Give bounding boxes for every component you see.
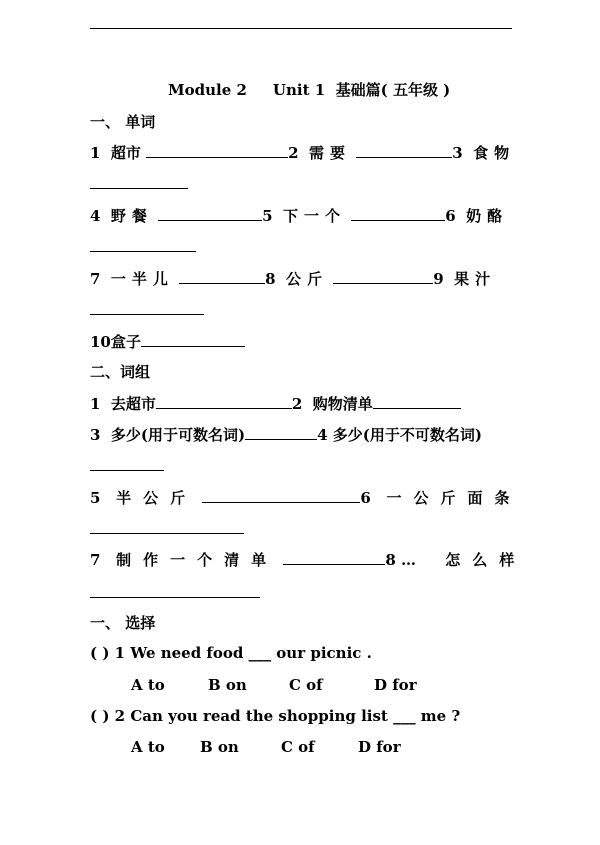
vocab-word: 需要: [309, 144, 352, 162]
section3-heading: 一、 选择: [90, 614, 156, 632]
item-number: 10: [90, 333, 111, 351]
phrase-text: 一公斤面条: [386, 489, 522, 507]
item-number: 4: [90, 207, 101, 225]
answer-blank[interactable]: [158, 206, 262, 221]
answer-paren[interactable]: ( ): [90, 644, 110, 662]
answer-blank[interactable]: [179, 269, 265, 284]
option-a[interactable]: A to: [131, 676, 165, 694]
answer-blank[interactable]: [283, 550, 385, 565]
vocab-word: 奶酪: [466, 207, 509, 225]
phrase-text: 多少(用于不可数名词): [332, 426, 482, 444]
vocab-word: 果汁: [454, 270, 497, 288]
option-b[interactable]: B on: [208, 676, 247, 694]
title-unit: Unit 1: [272, 81, 326, 99]
option-d[interactable]: D for: [374, 676, 417, 694]
item-number: 3: [90, 426, 101, 444]
answer-paren[interactable]: ( ): [90, 707, 110, 725]
answer-blank[interactable]: [351, 206, 445, 221]
top-rule: [90, 28, 512, 29]
answer-blank[interactable]: [146, 143, 288, 158]
answer-blank[interactable]: [202, 488, 360, 503]
question-text: 1 We need food ___ our picnic .: [114, 644, 372, 662]
phrase-row-2: [90, 424, 482, 445]
answer-blank[interactable]: [373, 394, 461, 409]
phrase-text: 制作一个清单: [116, 551, 279, 569]
answer-blank[interactable]: [90, 188, 188, 189]
phrase-text: 半公斤: [116, 489, 198, 507]
phrase-row-3: [90, 487, 521, 508]
phrase-row-1: [90, 393, 461, 414]
vocab-row-2: [90, 205, 508, 226]
option-d[interactable]: D for: [358, 738, 401, 756]
item-number: 4: [317, 426, 328, 444]
question-2: [90, 707, 460, 725]
phrase-row-4: [90, 549, 526, 570]
vocab-word: 一半儿: [110, 270, 174, 288]
item-number: 6: [360, 489, 371, 507]
vocab-word: 公斤: [286, 270, 329, 288]
phrase-text: … 怎么样: [401, 551, 527, 569]
answer-blank[interactable]: [156, 394, 292, 409]
phrase-text: 购物清单: [312, 395, 373, 413]
answer-blank[interactable]: [141, 332, 245, 347]
vocab-word: 超市: [110, 144, 141, 162]
answer-blank[interactable]: [333, 269, 433, 284]
item-number: 1: [90, 395, 101, 413]
option-c[interactable]: C of: [289, 676, 323, 694]
answer-blank[interactable]: [90, 251, 196, 252]
item-number: 5: [262, 207, 273, 225]
option-a[interactable]: A to: [131, 738, 165, 756]
section2-heading: 二、词组: [90, 363, 151, 381]
vocab-word: 野餐: [110, 207, 153, 225]
title-subtitle: 基础篇( 五年级 ): [335, 81, 451, 99]
item-number: 3: [452, 144, 463, 162]
answer-blank[interactable]: [90, 533, 244, 534]
item-number: 2: [291, 395, 303, 413]
page-title: [168, 79, 450, 100]
option-b[interactable]: B on: [200, 738, 239, 756]
answer-blank[interactable]: [356, 143, 452, 158]
item-number: 7: [90, 551, 101, 569]
item-number: 8: [385, 551, 396, 569]
answer-blank[interactable]: [90, 470, 164, 471]
question-1: [90, 644, 372, 662]
item-number: 7: [90, 270, 101, 288]
item-number: 2: [288, 144, 299, 162]
vocab-row-1: [90, 142, 515, 163]
phrase-text: 去超市: [110, 395, 156, 413]
item-number: 9: [433, 270, 444, 288]
vocab-word: 下一个: [283, 207, 347, 225]
item-number: 1: [90, 144, 101, 162]
question-text: 2 Can you read the shopping list ___ me ?: [114, 707, 461, 725]
item-number: 8: [265, 270, 276, 288]
vocab-row-4: [90, 331, 245, 352]
title-module: Module 2: [168, 81, 247, 99]
option-c[interactable]: C of: [281, 738, 315, 756]
item-number: 5: [90, 489, 101, 507]
section1-heading: 一、 单词: [90, 113, 156, 131]
answer-blank[interactable]: [90, 314, 204, 315]
vocab-row-3: [90, 268, 496, 289]
vocab-word: 盒子: [110, 333, 141, 351]
answer-blank[interactable]: [245, 425, 317, 440]
vocab-word: 食物: [473, 144, 516, 162]
answer-blank[interactable]: [90, 597, 260, 598]
phrase-text: 多少(用于可数名词): [110, 426, 246, 444]
item-number: 6: [445, 207, 456, 225]
